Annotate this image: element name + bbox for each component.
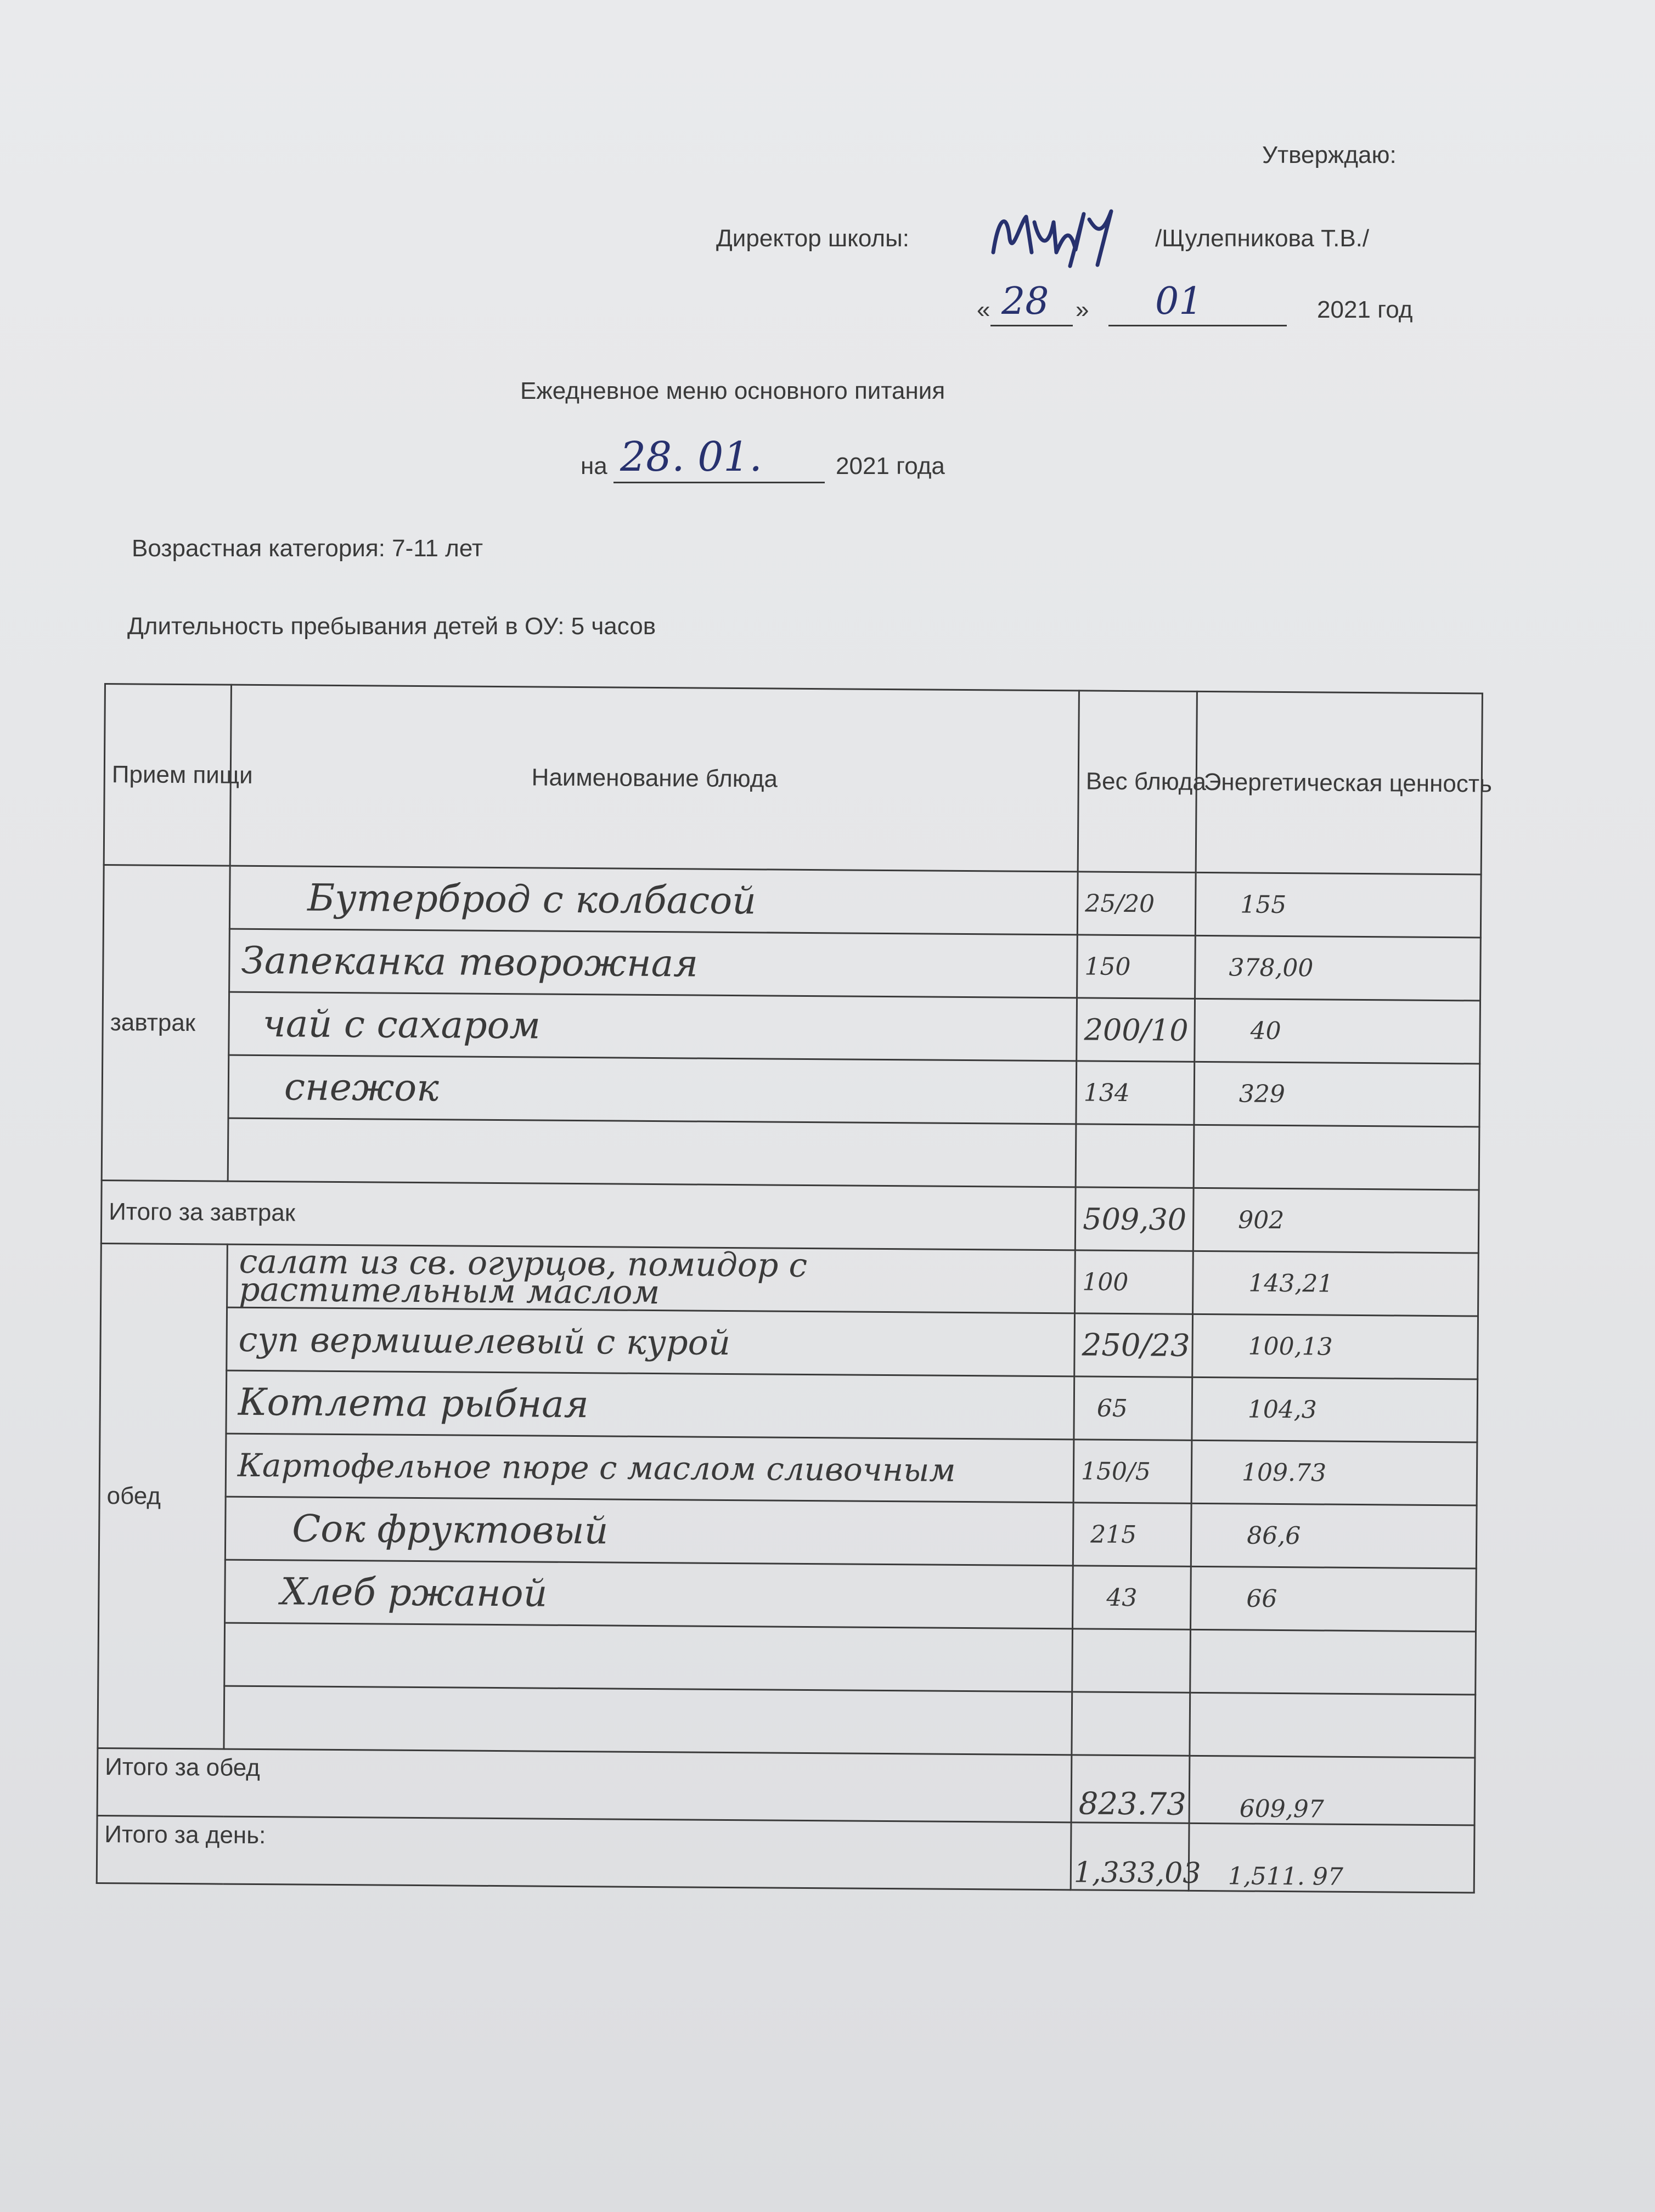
dish-cell: снежок (228, 1055, 1077, 1124)
weight-cell: 25/20 (1077, 872, 1196, 935)
dish-cell: Запеканка творожная (229, 929, 1078, 998)
energy-cell: 378,00 (1195, 935, 1481, 1001)
lunch-total-weight: 823.73 (1071, 1755, 1190, 1823)
weight-cell: 100 (1075, 1250, 1194, 1314)
table-row (103, 928, 1481, 1001)
dish-cell (224, 1686, 1072, 1755)
lunch-total-label: Итого за обед (97, 1748, 1072, 1822)
table-row (103, 865, 1481, 938)
weight-cell: 150/5 (1073, 1440, 1192, 1503)
director-label: Директор школы: (716, 225, 909, 252)
table-row (100, 1369, 1478, 1442)
header-meal: Прием пищи (104, 684, 231, 866)
table-row (102, 1054, 1480, 1127)
day-total-weight: 1,333,03 (1071, 1822, 1189, 1891)
date-day-underline (990, 325, 1073, 326)
age-category: Возрастная категория: 7-11 лет (132, 535, 483, 562)
energy-cell (1194, 1125, 1479, 1190)
dish-cell: чай с сахаром (229, 992, 1077, 1061)
date-close-quote: » (1076, 296, 1089, 323)
lunch-label: обед (98, 1243, 227, 1749)
table-row (99, 1559, 1477, 1632)
dish-cell: Бутерброд с колбасой (229, 866, 1078, 935)
weight-cell (1072, 1629, 1191, 1692)
energy-cell (1190, 1629, 1476, 1695)
day-total-energy: 1,511. 97 (1189, 1823, 1474, 1893)
dish-cell (228, 1118, 1076, 1187)
menu-date: 28. 01. (620, 433, 762, 481)
dish-cell: Хлеб ржаной (225, 1560, 1073, 1629)
weight-cell: 250/23 (1074, 1313, 1193, 1377)
energy-cell: 109.73 (1191, 1440, 1477, 1505)
table-header-row (104, 684, 1482, 875)
dish-cell: Картофельное пюре с маслом сливочным (226, 1434, 1074, 1503)
director-signature (988, 200, 1125, 272)
day-total-label: Итого за день: (97, 1815, 1071, 1889)
table-row-empty (102, 1117, 1479, 1190)
energy-cell (1190, 1692, 1476, 1758)
stay-duration: Длительность пребывания детей в ОУ: 5 часов (127, 613, 656, 640)
energy-cell: 143,21 (1193, 1251, 1479, 1316)
breakfast-total-label: Итого за завтрак (101, 1180, 1076, 1250)
table-row (103, 991, 1481, 1064)
approve-label: Утверждаю: (1262, 142, 1397, 168)
energy-cell: 155 (1195, 872, 1481, 938)
table-row (101, 1243, 1479, 1316)
header-dish: Наименование блюда (230, 685, 1079, 872)
menu-title: Ежедневное меню основного питания (520, 377, 945, 404)
dish-cell (224, 1623, 1073, 1692)
lunch-total-row (97, 1748, 1475, 1825)
dish-cell: салат из св. огурцов, помидор с растительным маслом (227, 1244, 1076, 1313)
weight-cell: 150 (1077, 935, 1196, 998)
date-day: 28 (1001, 280, 1049, 323)
header-weight: Вес блюда (1078, 691, 1197, 872)
weight-cell: 200/10 (1077, 998, 1195, 1062)
weight-cell: 134 (1076, 1061, 1195, 1125)
date-year: 2021 год (1317, 296, 1413, 323)
date-month: 01 (1155, 280, 1203, 323)
weight-cell (1076, 1124, 1194, 1188)
breakfast-total-energy: 902 (1193, 1188, 1479, 1253)
header-energy: Энергетическая ценность (1196, 691, 1482, 874)
menu-date-underline (613, 482, 825, 483)
lunch-total-energy: 609,97 (1189, 1756, 1475, 1825)
date-open-quote: « (977, 296, 990, 323)
dish-cell: Сок фруктовый (225, 1497, 1073, 1566)
breakfast-total-weight: 509,30 (1075, 1187, 1194, 1251)
table-row-empty (98, 1622, 1476, 1695)
dish-cell: Котлета рыбная (226, 1370, 1074, 1440)
table-row (99, 1432, 1477, 1505)
weight-cell: 65 (1074, 1376, 1192, 1440)
breakfast-total-row (101, 1180, 1479, 1253)
menu-date-suffix: 2021 года (836, 453, 945, 479)
dish-cell: суп вермишелевый с курой (227, 1307, 1075, 1376)
energy-cell: 66 (1191, 1566, 1477, 1632)
breakfast-label: завтрак (102, 865, 230, 1182)
table-row (100, 1306, 1478, 1379)
weight-cell: 43 (1073, 1566, 1191, 1629)
energy-cell: 104,3 (1192, 1377, 1478, 1442)
weight-cell: 215 (1073, 1503, 1191, 1566)
day-total-row (97, 1815, 1474, 1893)
energy-cell: 329 (1194, 1062, 1480, 1127)
table-row (99, 1496, 1477, 1568)
menu-table (96, 683, 1493, 1893)
date-month-underline (1108, 325, 1287, 326)
weight-cell (1072, 1692, 1190, 1756)
menu-date-prefix: на (581, 453, 607, 479)
energy-cell: 86,6 (1191, 1503, 1477, 1568)
director-name: /Щулепникова Т.В./ (1155, 225, 1370, 252)
energy-cell: 40 (1195, 998, 1481, 1064)
energy-cell: 100,13 (1192, 1314, 1478, 1379)
table-row-empty (98, 1685, 1476, 1758)
